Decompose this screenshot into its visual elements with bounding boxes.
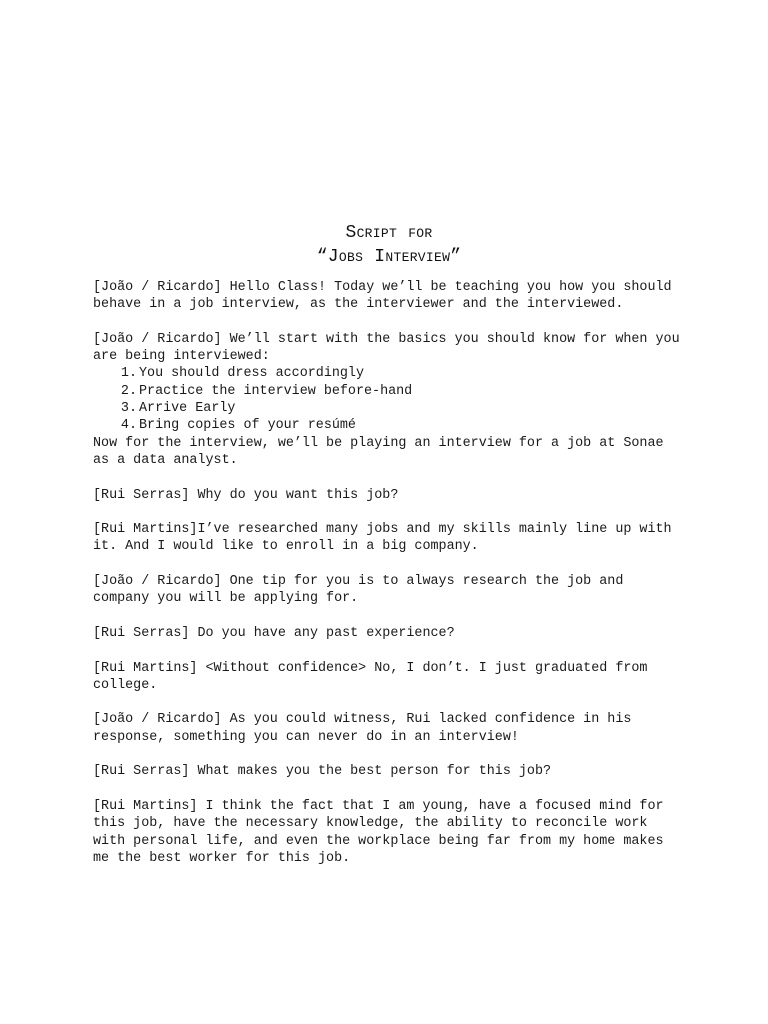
list-item-text: Practice the interview before-hand [139,383,413,399]
list-item [120,400,683,417]
list-item-number: 3. [120,401,137,417]
list-item [120,417,683,434]
paragraph-answer-experience: [Rui Martins] <Without confidence> No, I don’t. I just graduated from college. [93,660,648,693]
paragraph-question-best: [Rui Serras] What makes you the best person for this job? [93,764,552,780]
paragraph-interview-setup: Now for the interview, we’ll be playing an interview for a job at Sonae as a data analyst. [93,435,664,468]
paragraph-intro: [João / Ricardo] Hello Class! Today we’ll be teaching you how you should behave in a job interview, as the interviewer and the interviewed. [93,280,672,313]
tips-list [93,365,683,434]
paragraph-answer-why: [Rui Martins]I’ve researched many jobs and my skills mainly line up with it. And I would like to enroll in a big company. [93,522,672,555]
list-item [120,365,683,382]
script-body [93,279,683,867]
paragraph-question-why: [Rui Serras] Why do you want this job? [93,487,399,503]
document-title [0,221,768,269]
list-item-text: You should dress accordingly [139,366,364,382]
title-line-2: “Jobs Interview” [316,247,462,267]
paragraph-question-experience: [Rui Serras] Do you have any past experience? [93,625,455,641]
list-item-number: 4. [120,418,137,434]
list-item [120,383,683,400]
list-item-text: Bring copies of your resúmé [139,418,356,434]
paragraph-tip-research: [João / Ricardo] One tip for you is to always research the job and company you will be applying for. [93,574,624,607]
list-item-text: Arrive Early [139,401,236,417]
paragraph-basics: [João / Ricardo] We’ll start with the basics you should know for when you are being interviewed: [93,331,680,365]
title-line-1: Script for [345,223,433,243]
list-item-number: 2. [120,383,137,399]
list-item-number: 1. [120,366,137,382]
paragraph-tip-confidence: [João / Ricardo] As you could witness, Rui lacked confidence in his response, something you can never do in an interview! [93,712,632,745]
paragraph-answer-best: [Rui Martins] I think the fact that I am young, have a focused mind for this job, have the necessary knowledge, the ability to reconcile work with personal life, and even the workplace being far from my home makes me the best worker for this job. [93,798,664,866]
